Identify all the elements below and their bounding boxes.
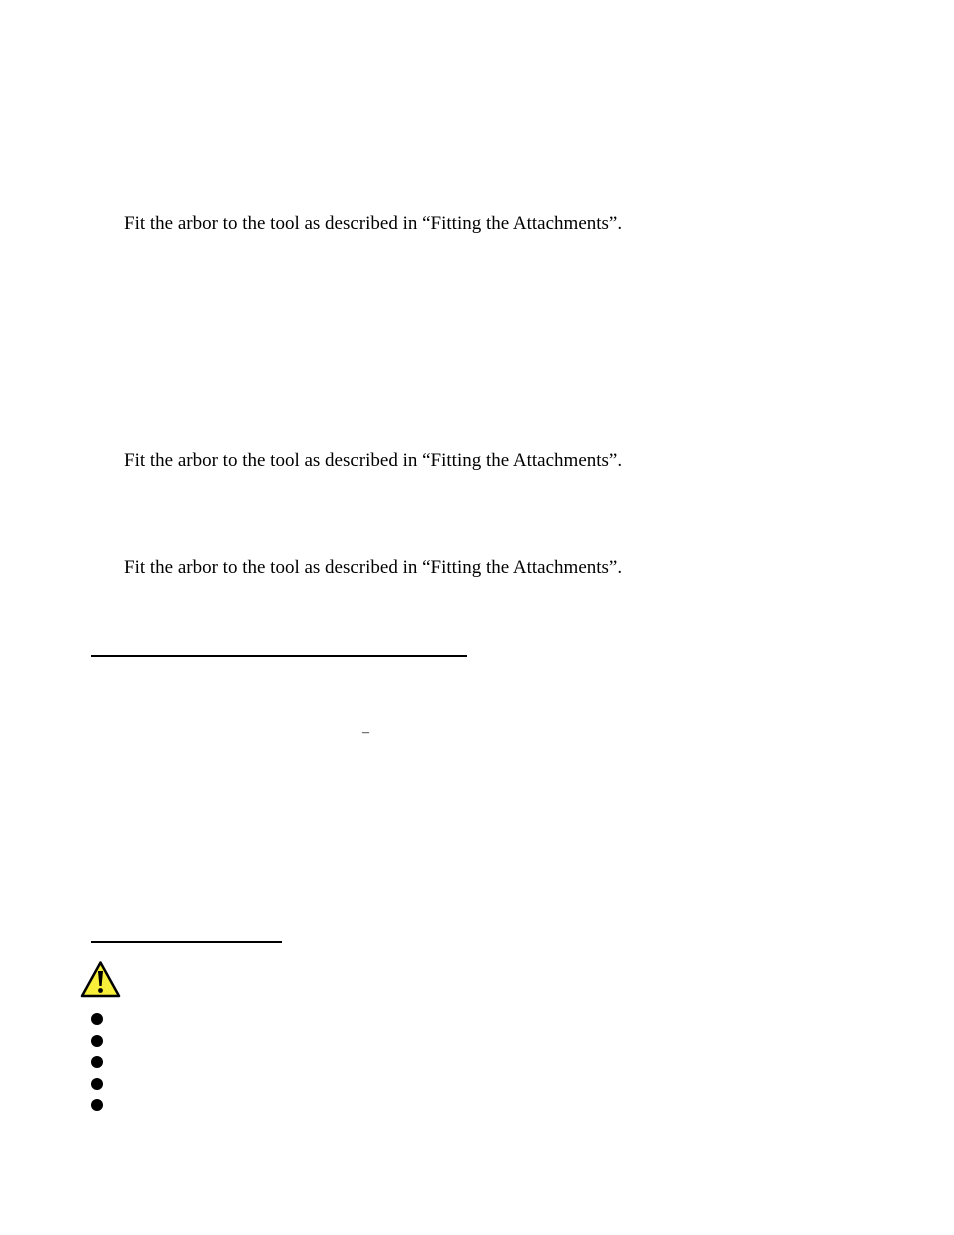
- list-item: [91, 1078, 104, 1091]
- fraction-dash: –: [362, 725, 369, 740]
- bullet-icon: [91, 1099, 103, 1111]
- list-item: [91, 1035, 104, 1048]
- warning-heading-underline: [91, 941, 282, 943]
- bullet-icon: [91, 1013, 103, 1025]
- section-heading-underline: [91, 655, 467, 657]
- bullet-icon: [91, 1078, 103, 1090]
- instruction-text-2: Fit the arbor to the tool as described in “Fitting the Attachments”.: [124, 450, 623, 471]
- instruction-text-1: Fit the arbor to the tool as described in “Fitting the Attachments”.: [124, 213, 623, 234]
- instruction-text-3: Fit the arbor to the tool as described in “Fitting the Attachments”.: [124, 557, 623, 578]
- list-item: [91, 1056, 104, 1069]
- warning-bullet-list: [91, 1013, 104, 1121]
- list-item: [91, 1013, 104, 1026]
- bullet-icon: [91, 1056, 103, 1068]
- bullet-icon: [91, 1035, 103, 1047]
- warning-triangle-icon: [80, 960, 121, 998]
- warning-exclamation-dot: [98, 988, 103, 993]
- list-item: [91, 1099, 104, 1112]
